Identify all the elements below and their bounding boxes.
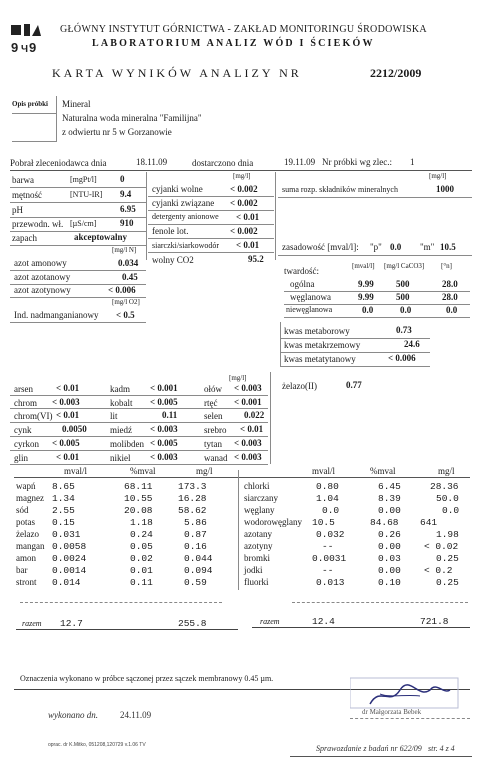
hardness-unit-caco3: [mg/l CaCO3] (384, 262, 425, 270)
cation-mg: 0.59 (184, 577, 207, 588)
cation-sum-label: razem (22, 619, 42, 628)
cation-name: wapń (16, 481, 36, 491)
cation-pct: 10.55 (124, 493, 153, 504)
acid-value-2: < 0.006 (388, 353, 416, 363)
basic-value-przewodnosc: 910 (120, 218, 134, 228)
svg-text:9: 9 (29, 40, 37, 55)
anion-header-mval: mval/l (312, 466, 335, 476)
intake-label-2: dostarczono dnia (192, 158, 254, 168)
acid-name-2: kwas metatytanowy (284, 354, 356, 364)
sample-label: Opis próbki (12, 100, 48, 108)
hardness-name-0: ogólna (290, 279, 315, 289)
metal-name-chrom: chrom (14, 398, 37, 408)
anion-name: azotany (244, 529, 272, 539)
anion-sum-mg: 721.8 (420, 616, 449, 627)
anion-name: wodorowęglany (244, 517, 302, 527)
svg-text:Ч: Ч (21, 44, 29, 55)
cation-name: magnez (16, 493, 44, 503)
anion-pct: 0.00 (378, 505, 401, 516)
basic-value-barwa: 0 (120, 174, 125, 184)
anion-mval: 0.80 (316, 481, 339, 492)
hardness-mval-0: 9.99 (358, 279, 374, 289)
intake-date-2: 19.11.09 (284, 157, 316, 167)
cation-mval: 0.0014 (52, 565, 87, 576)
hardness-unit-degrees: [°n] (441, 262, 452, 270)
metal-name-chrom-vi: chrom(VI) (14, 411, 53, 421)
anion-mg: < 0.2 (424, 565, 453, 576)
cation-mval: 0.0058 (52, 541, 87, 552)
cation-pct: 0.02 (130, 553, 153, 564)
alkalinity-m-value: 10.5 (440, 242, 456, 252)
anion-mg: 1.98 (436, 529, 459, 540)
cation-mval: 2.55 (52, 505, 75, 516)
cation-sum-mg: 255.8 (178, 618, 207, 629)
acid-name-1: kwas metakrzemowy (284, 340, 361, 350)
metal-name-glin: glin (14, 453, 29, 463)
svg-text:9: 9 (11, 40, 19, 55)
mineral-sum-value: 1000 (436, 184, 454, 194)
metal-value-rtec: < 0.001 (234, 397, 262, 407)
hardness-mval-1: 9.99 (358, 292, 374, 302)
cation-pct: 1.18 (130, 517, 153, 528)
basic-unit-przewodnosc: [µS/cm] (70, 219, 97, 228)
cation-name: bar (16, 565, 28, 575)
metal-name-selen: selen (204, 411, 223, 421)
metal-value-srebro: < 0.01 (240, 424, 264, 434)
cation-header-pct: %mval (130, 466, 156, 476)
basic-unit-metnosc: [NTU-IR] (70, 190, 103, 199)
metal-name-kobalt: kobalt (110, 398, 133, 408)
metal-name-srebro: srebro (204, 425, 227, 435)
anion-header-pct: %mval (370, 466, 396, 476)
cation-mval: 0.0024 (52, 553, 87, 564)
anion-mval: -- (322, 541, 334, 552)
anion-mval: 0.013 (316, 577, 345, 588)
hardness-deg-1: 28.0 (442, 292, 458, 302)
metal-name-cyrkon: cyrkon (14, 439, 39, 449)
cation-pct: 0.11 (130, 577, 153, 588)
o2-unit: [mg/l O2] (112, 298, 140, 306)
metal-value-chrom-vi: < 0.01 (56, 410, 80, 420)
anion-name: azotyny (244, 541, 273, 551)
anion-pct: 0.03 (378, 553, 401, 564)
report-number: Sprawozdanie z badań nr 622/09 (316, 744, 422, 753)
metal-value-kobalt: < 0.005 (150, 397, 178, 407)
basic-name-przewodnosc: przewodn. wł. (12, 219, 64, 229)
alkalinity-p-label: "p" (370, 242, 382, 252)
cation-mval: 8.65 (52, 481, 75, 492)
institute-name: GŁÓWNY INSTYTUT GÓRNICTWA - ZAKŁAD MONITORINGU ŚRODOWISKA (60, 24, 427, 35)
prepared-by: oprac. dr K.Mitko, 051208,120729 v.1.06 TV (48, 742, 146, 748)
mid-value-0: < 0.002 (230, 184, 258, 194)
basic-unit-barwa: [mgPt/l] (70, 175, 97, 184)
cation-name: stront (16, 577, 37, 587)
metal-value-nikiel: < 0.003 (150, 452, 178, 462)
mid-name-1: cyjanki związane (152, 198, 215, 208)
mineral-sum-label: suma rozp. składników mineralnych (282, 185, 398, 194)
mid-unit: [mg/l] (233, 172, 251, 180)
metal-value-miedz: < 0.003 (150, 424, 178, 434)
basic-name-metnosc: mętność (12, 190, 42, 200)
cation-mg: 16.28 (178, 493, 207, 504)
metal-value-olow: < 0.003 (234, 383, 262, 393)
cation-mg: 0.87 (184, 529, 207, 540)
acid-name-0: kwas metaborowy (284, 326, 350, 336)
anion-name: siarczany (244, 493, 278, 503)
metals-unit: [mg/l] (229, 374, 247, 382)
mid-name-3: fenole lot. (152, 226, 189, 236)
anion-name: węglany (244, 505, 275, 515)
cation-mg: 5.86 (184, 517, 207, 528)
alkalinity-m-label: "m" (420, 242, 435, 252)
cation-name: żelazo (16, 529, 39, 539)
metal-value-molibden: < 0.005 (150, 438, 178, 448)
done-label: wykonano dn. (48, 710, 98, 720)
anion-mg: 0.0 (442, 505, 460, 516)
anion-pct: 6.45 (378, 481, 401, 492)
cation-pct: 0.05 (130, 541, 153, 552)
metal-name-nikiel: nikiel (110, 453, 131, 463)
anion-mg: 641 (420, 517, 438, 528)
cation-name: sód (16, 505, 29, 515)
metal-value-glin: < 0.01 (56, 452, 80, 462)
iron-label: żelazo(II) (282, 381, 317, 391)
anion-pct: 0.26 (378, 529, 401, 540)
mineral-sum-unit: [mg/l] (429, 172, 447, 180)
hardness-name-2: niewęglanowa (286, 305, 333, 314)
metal-value-cynk: 0.0050 (62, 424, 87, 434)
basic-name-barwa: barwa (12, 175, 34, 185)
cation-name: mangan (16, 541, 45, 551)
page-number: str. 4 z 4 (428, 744, 455, 753)
metal-value-selen: 0.022 (244, 410, 265, 420)
nitrogen-name-2: azot azotynowy (14, 285, 71, 295)
basic-name-ph: pH (12, 205, 23, 215)
nitrogen-value-1: 0.45 (122, 272, 138, 282)
basic-value-ph: 6.95 (120, 204, 136, 214)
o2-value: < 0.5 (116, 310, 135, 320)
anion-name: jodki (244, 565, 263, 575)
sample-line-3: z odwiertu nr 5 w Gorzanowie (62, 127, 172, 137)
acid-value-0: 0.73 (396, 325, 412, 335)
metal-name-lit: lit (110, 411, 118, 421)
metal-value-tytan: < 0.003 (234, 438, 262, 448)
anion-mg: < 0.02 (424, 541, 459, 552)
anion-pct: 0.00 (378, 565, 401, 576)
cation-mg: 0.094 (184, 565, 213, 576)
anion-pct: 84.68 (370, 517, 399, 528)
intake-number: 1 (410, 157, 415, 167)
mid-value-2: < 0.01 (236, 212, 260, 222)
cation-pct: 20.08 (124, 505, 153, 516)
metal-value-arsen: < 0.01 (56, 383, 80, 393)
method-note: Oznaczenia wykonano w próbce sączonej przez sączek membranowy 0.45 µm. (20, 674, 274, 683)
acid-value-1: 24.6 (404, 339, 420, 349)
cation-pct: 68.11 (124, 481, 153, 492)
intake-date-1: 18.11.09 (136, 157, 168, 167)
anion-sum-label: razem (260, 617, 280, 626)
cation-mval: 0.15 (52, 517, 75, 528)
alkalinity-p-value: 0.0 (390, 242, 402, 252)
anion-mg: 28.36 (430, 481, 459, 492)
basic-value-zapach: akceptowalny (74, 232, 128, 242)
cation-mval: 1.34 (52, 493, 75, 504)
mid-name-4: siarczki/siarkowodór (152, 241, 220, 250)
hardness-deg-2: 0.0 (446, 305, 458, 315)
alkalinity-label: zasadowość [mval/l]: (282, 242, 359, 252)
anion-name: chlorki (244, 481, 270, 491)
mid-value-3: < 0.002 (230, 226, 258, 236)
anion-pct: 8.39 (378, 493, 401, 504)
anion-mval: 1.04 (316, 493, 339, 504)
anion-mval: 0.0 (322, 505, 340, 516)
metal-name-kadm: kadm (110, 384, 130, 394)
cation-name: potas (16, 517, 35, 527)
anion-mg: 50.0 (436, 493, 459, 504)
hardness-caco3-0: 500 (396, 279, 410, 289)
hardness-caco3-1: 500 (396, 292, 410, 302)
cation-mg: 0.16 (184, 541, 207, 552)
nitrogen-name-0: azot amonowy (14, 258, 67, 268)
cation-sum-mval: 12.7 (60, 618, 83, 629)
metal-name-miedz: miedź (110, 425, 132, 435)
anion-pct: 0.10 (378, 577, 401, 588)
done-date: 24.11.09 (120, 710, 152, 720)
basic-name-zapach: zapach (12, 233, 37, 243)
cation-name: amon (16, 553, 36, 563)
metal-name-molibden: molibden (110, 439, 144, 449)
metal-name-tytan: tytan (204, 439, 222, 449)
metal-value-kadm: < 0.001 (150, 383, 178, 393)
sample-line-1: Mineral (62, 99, 91, 109)
anion-mval: -- (322, 565, 334, 576)
metal-value-lit: 0.11 (162, 410, 178, 420)
cation-mg: 0.044 (184, 553, 213, 564)
basic-value-metnosc: 9.4 (120, 189, 132, 199)
metal-value-chrom: < 0.003 (52, 397, 80, 407)
lab-name: LABORATORIUM ANALIZ WÓD I ŚCIEKÓW (92, 38, 375, 49)
cation-header-mg: mg/l (196, 466, 213, 476)
anion-name: bromki (244, 553, 270, 563)
mid-value-5: 95.2 (248, 254, 264, 264)
metal-value-wanad: < 0.003 (234, 452, 262, 462)
hardness-unit-mval: [mval/l] (352, 262, 375, 270)
anion-mval: 0.032 (316, 529, 345, 540)
metal-name-cynk: cynk (14, 425, 32, 435)
o2-name: Ind. nadmanganianowy (14, 310, 99, 320)
anion-header-mg: mg/l (438, 466, 455, 476)
gig-logo (8, 22, 42, 58)
cation-pct: 0.24 (130, 529, 153, 540)
anion-mval: 10.5 (312, 517, 335, 528)
card-title: KARTA WYNIKÓW ANALIZY NR (52, 66, 302, 80)
anion-name: fluorki (244, 577, 269, 587)
hardness-deg-0: 28.0 (442, 279, 458, 289)
cation-header-mval: mval/l (64, 466, 87, 476)
anion-mg: 0.25 (436, 553, 459, 564)
nitrogen-unit: [mg/l N] (112, 246, 137, 254)
anion-mg: 0.25 (436, 577, 459, 588)
cation-mg: 173.3 (178, 481, 207, 492)
nitrogen-name-1: azot azotanowy (14, 272, 71, 282)
nitrogen-value-2: < 0.006 (108, 285, 136, 295)
cation-pct: 0.01 (130, 565, 153, 576)
signature-name: dr Małgorzata Bebek (362, 708, 422, 716)
cation-mval: 0.014 (52, 577, 81, 588)
anion-mval: 0.0031 (312, 553, 347, 564)
card-number: 2212/2009 (370, 66, 422, 80)
hardness-label: twardość: (284, 266, 319, 276)
metal-value-cyrkon: < 0.005 (52, 438, 80, 448)
hardness-name-1: węglanowa (290, 292, 331, 302)
hardness-caco3-2: 0.0 (400, 305, 412, 315)
metal-name-wanad: wanad (204, 453, 228, 463)
mid-name-0: cyjanki wolne (152, 184, 203, 194)
metal-name-rtec: rtęć (204, 398, 218, 408)
anion-pct: 0.00 (378, 541, 401, 552)
cation-mg: 58.62 (178, 505, 207, 516)
cation-mval: 0.031 (52, 529, 81, 540)
metal-name-olow: ołów (204, 384, 222, 394)
metal-name-arsen: arsen (14, 384, 33, 394)
anion-sum-mval: 12.4 (312, 616, 335, 627)
intake-label-3: Nr próbki wg zlec.: (322, 157, 392, 167)
mid-value-4: < 0.01 (236, 240, 260, 250)
hardness-mval-2: 0.0 (362, 305, 374, 315)
mid-name-2: detergenty anionowe (152, 212, 219, 221)
iron-value: 0.77 (346, 380, 362, 390)
nitrogen-value-0: 0.034 (118, 258, 139, 268)
mid-name-5: wolny CO2 (152, 255, 194, 265)
mid-value-1: < 0.002 (230, 198, 258, 208)
sample-line-2: Naturalna woda mineralna "Familijna" (62, 113, 202, 123)
intake-label-1: Pobrał zleceniodawca dnia (10, 158, 107, 168)
